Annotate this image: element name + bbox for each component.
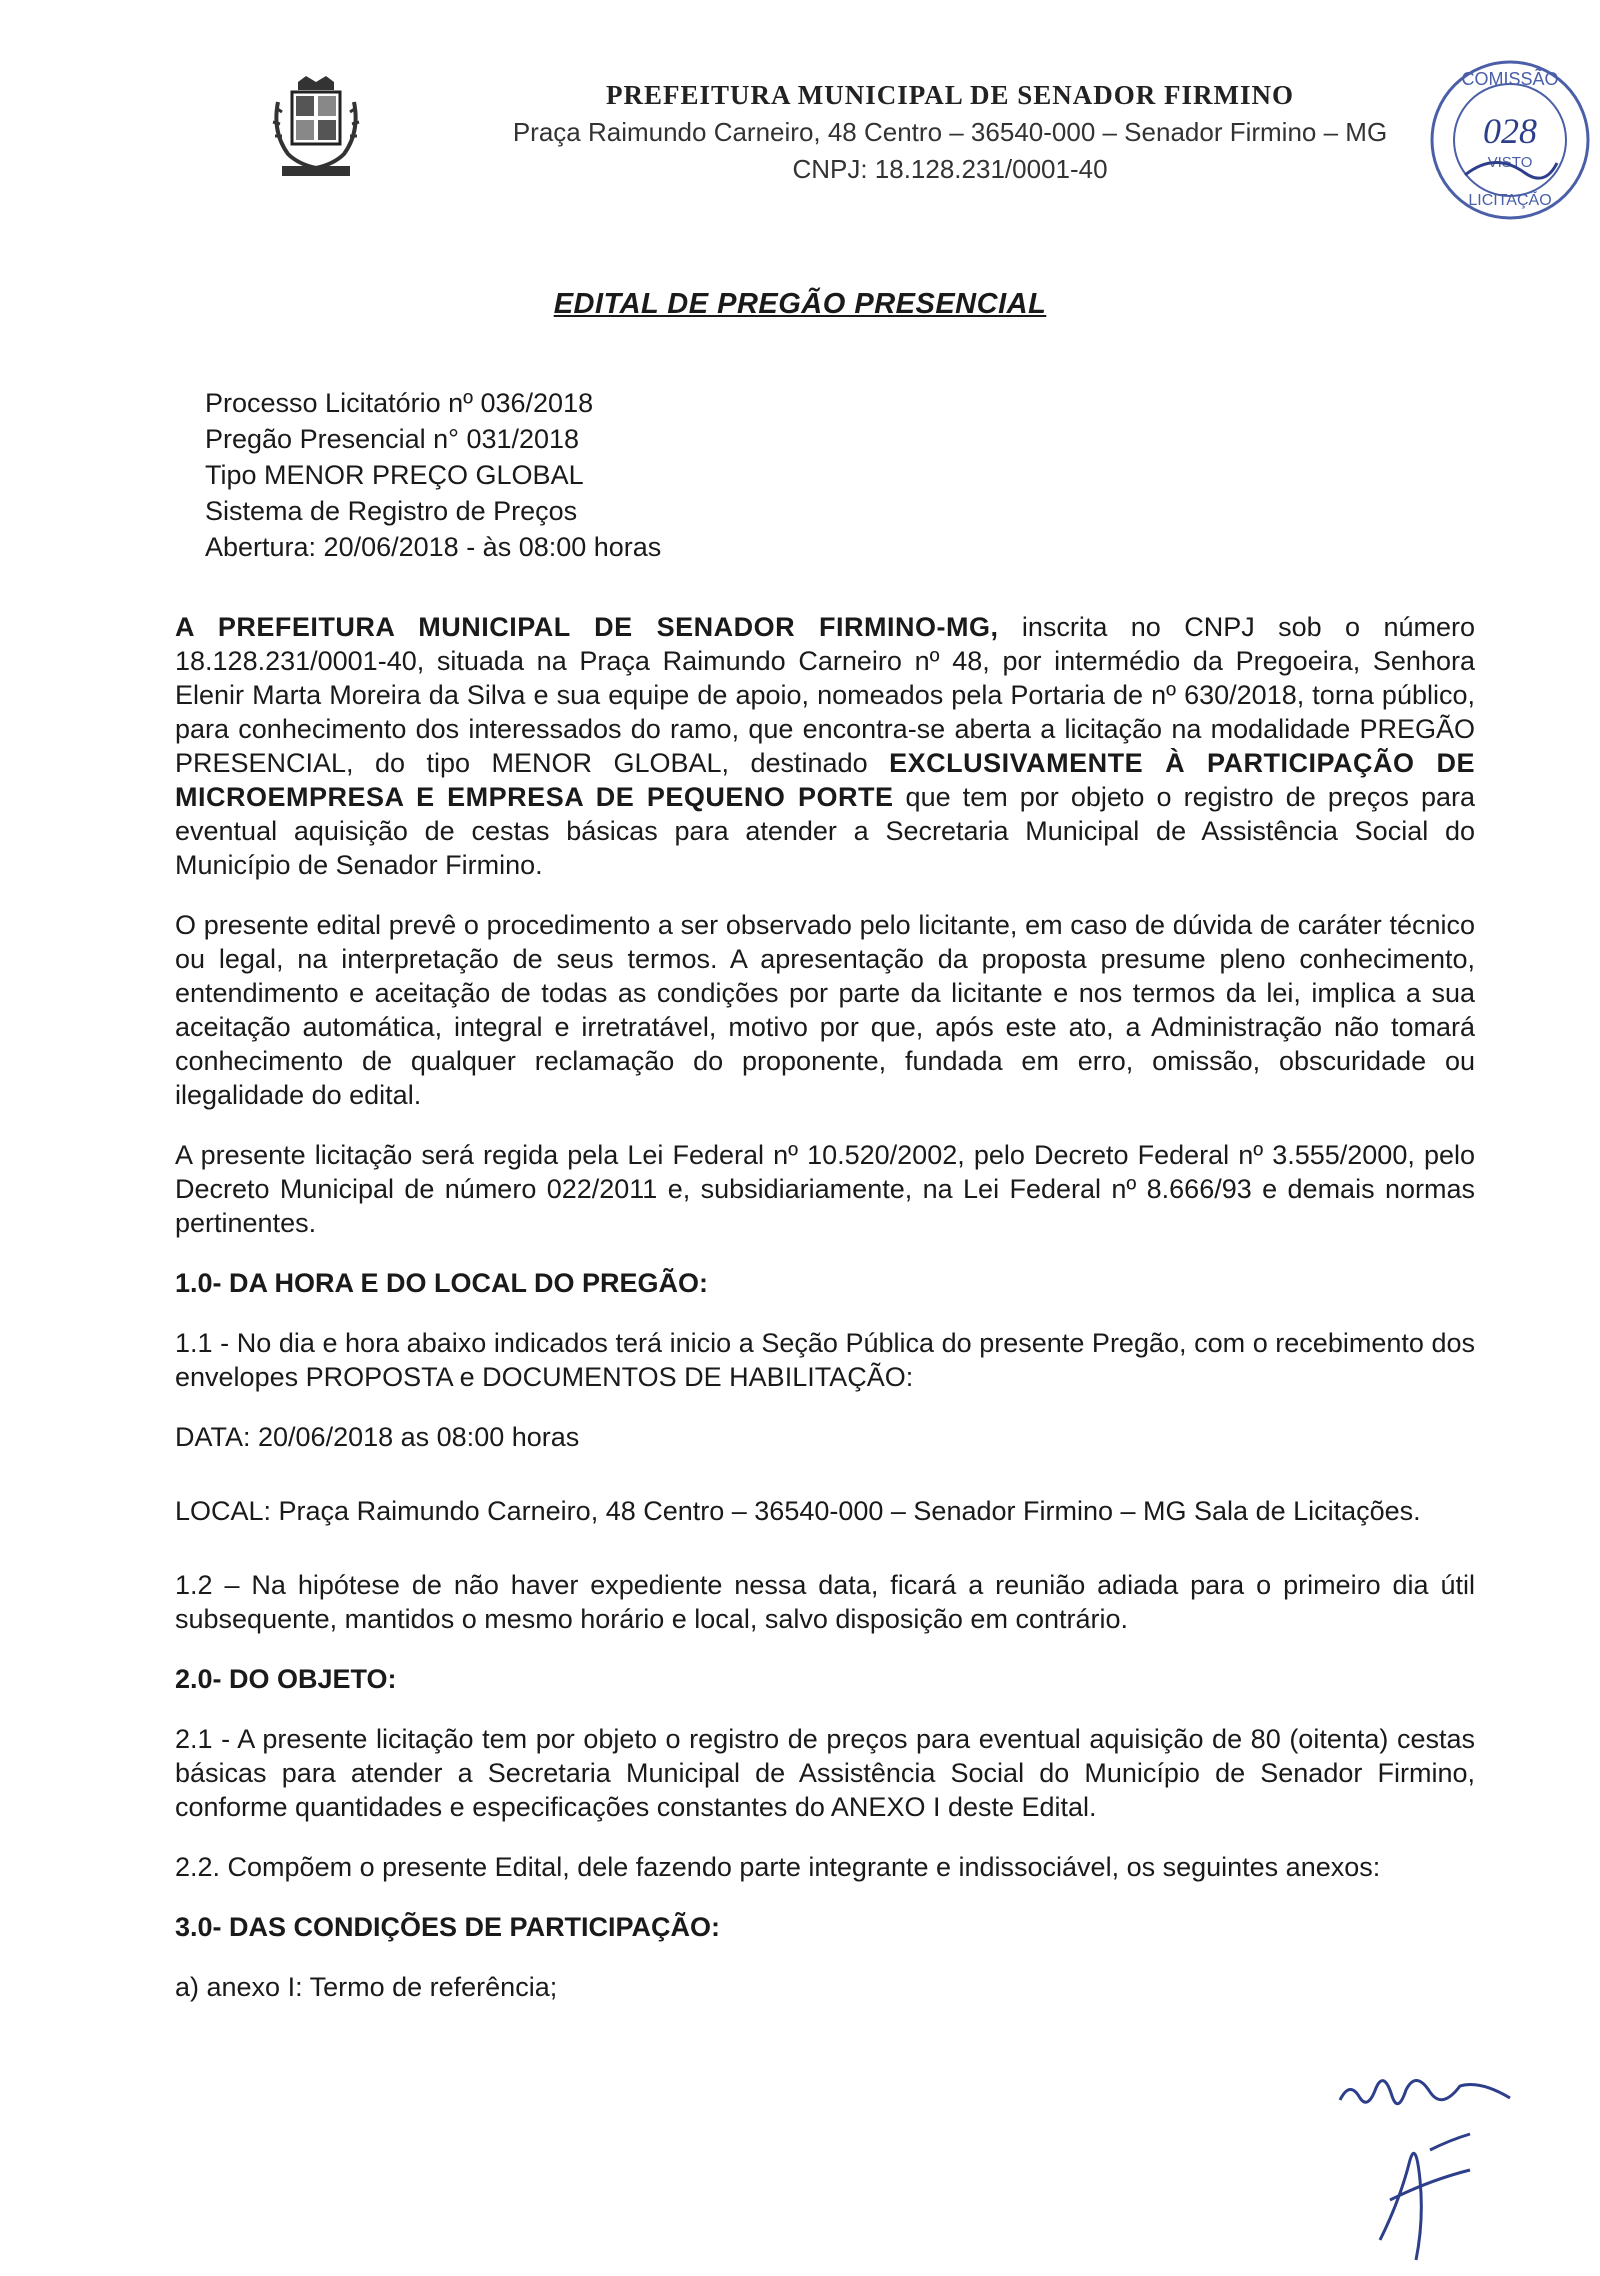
intro-bold-mid: EXCLUSIVAMENTE À PARTICIPAÇÃO DE MICROEMPRESA E EMPRESA DE PEQUENO PORTE <box>175 748 1476 812</box>
item-2-2: 2.2. Compõem o presente Edital, dele fazendo parte integrante e indissociável, os seguintes anexos: <box>175 1852 1381 1882</box>
document-title-wrap <box>0 288 1600 321</box>
section-3-heading: 3.0- DAS CONDIÇÕES DE PARTICIPAÇÃO: <box>175 1912 721 1942</box>
tipo-line: Tipo MENOR PREÇO GLOBAL <box>205 460 584 490</box>
header-cnpj: CNPJ: 18.128.231/0001-40 <box>792 154 1108 184</box>
process-info <box>205 385 905 565</box>
commission-stamp <box>1425 55 1595 225</box>
section-2-heading: 2.0- DO OBJETO: <box>175 1664 397 1694</box>
header-address: Praça Raimundo Carneiro, 48 Centro – 36540-000 – Senador Firmino – MG <box>512 117 1388 147</box>
session-location: LOCAL: Praça Raimundo Carneiro, 48 Centro – 36540-000 – Senador Firmino – MG Sala de Licitações. <box>175 1496 1421 1526</box>
document-body <box>175 610 1475 2030</box>
letterhead <box>0 0 1600 230</box>
section-1-heading: 1.0- DA HORA E DO LOCAL DO PREGÃO: <box>175 1268 709 1298</box>
item-1-1: 1.1 - No dia e hora abaixo indicados terá inicio a Seção Pública do presente Pregão, com o recebimento dos envelopes PROPOSTA e DOCUMENTOS DE HABILITAÇÃO: <box>175 1328 1475 1392</box>
stamp-bottom-text: LICITAÇÃO <box>1468 192 1552 209</box>
stamp-visto: VISTO <box>1487 154 1533 171</box>
abertura-line: Abertura: 20/06/2018 - às 08:00 horas <box>205 532 662 562</box>
intro-text-2: que tem por objeto o registro de preços para eventual aquisição de cestas básicas para atender a Secretaria Municipal de Assistência Social do Município de Senador Firmino. <box>175 782 1475 880</box>
legislation-paragraph: A presente licitação será regida pela Lei Federal nº 10.520/2002, pelo Decreto Federal nº 3.555/2000, pelo Decreto Municipal de número 022/2011 e, subsidiariamente, na Lei Federal nº 8.666/93 e demais normas pertinentes. <box>175 1140 1475 1238</box>
item-1-2: 1.2 – Na hipótese de não haver expediente nessa data, ficará a reunião adiada para o primeiro dia útil subsequente, mantidos o mesmo horário e local, salvo disposição em contrário. <box>175 1570 1475 1634</box>
intro-text-1: inscrita no CNPJ sob o número 18.128.231/0001-40, situada na Praça Raimundo Carneiro nº 48, por intermédio da Pregoeira, Senhora Elenir Marta Moreira da Silva e sua equipe de apoio, nomeados pela Portaria de nº 630/2018, torna público, para conhecimento dos interessados do ramo, que encontra-se aberta a licitação na modalidade PREGÃO PRESENCIAL, do tipo MENOR GLOBAL, destinado <box>175 612 1475 778</box>
intro-paragraph <box>175 610 1475 882</box>
item-2-1: 2.1 - A presente licitação tem por objeto o registro de preços para eventual aquisição de 80 (oitenta) cestas básicas para atender a Secretaria Municipal de Assistência Social do Município de Senador Firmino, conforme quantidades e especificações constantes do ANEXO I deste Edital. <box>175 1724 1475 1822</box>
edital-paragraph: O presente edital prevê o procedimento a ser observado pelo licitante, em caso de dúvida de caráter técnico ou legal, na interpretação de seus termos. A apresentação da proposta presume pleno conhecimento, entendimento e aceitação de todas as condições por parte da licitante e nos termos da lei, implica a sua aceitação automática, integral e irretratável, motivo por que, após este ato, a Administração não tomará conhecimento de qualquer reclamação do proponente, fundada em erro, omissão, obscuridade ou ilegalidade do edital. <box>175 910 1475 1110</box>
header-title: PREFEITURA MUNICIPAL DE SENADOR FIRMINO <box>605 80 1295 110</box>
item-a: a) anexo I: Termo de referência; <box>175 1972 558 2002</box>
document-title: EDITAL DE PREGÃO PRESENCIAL <box>553 288 1047 320</box>
stamp-top-text: COMISSÃO <box>1461 69 1559 89</box>
intro-bold-start: A PREFEITURA MUNICIPAL DE SENADOR FIRMINO-MG, <box>175 612 999 642</box>
handwritten-initials <box>1320 2040 1560 2270</box>
session-date: DATA: 20/06/2018 as 08:00 horas <box>175 1422 580 1452</box>
municipal-crest-icon <box>268 72 364 182</box>
sistema-line: Sistema de Registro de Preços <box>205 496 578 526</box>
processo-line: Processo Licitatório nº 036/2018 <box>205 388 594 418</box>
stamp-number: 028 <box>1483 111 1537 151</box>
pregao-line: Pregão Presencial n° 031/2018 <box>205 424 580 454</box>
